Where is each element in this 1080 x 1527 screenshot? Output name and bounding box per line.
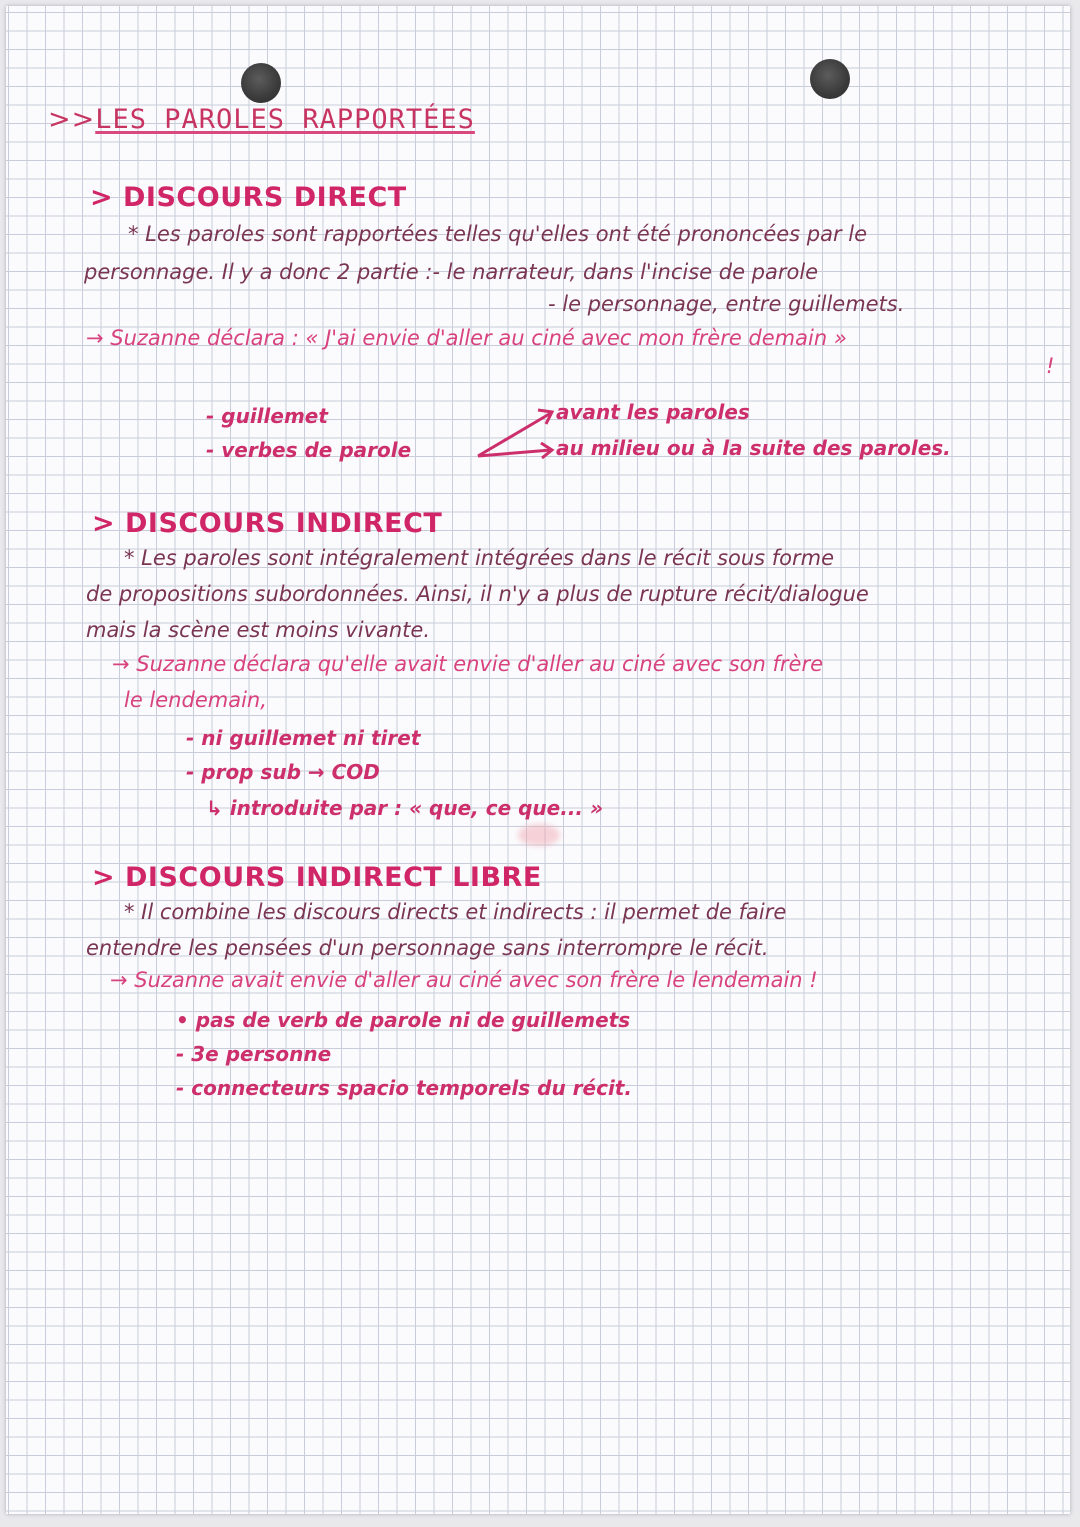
direct-line-2: personnage. Il y a donc 2 partie :- le narrateur, dans l'incise de parole <box>84 260 819 284</box>
heading-discours-indirect-libre: > DISCOURS INDIRECT LIBRE <box>92 862 542 893</box>
direct-branch-arrows <box>6 6 1070 1514</box>
title-marker: >> <box>48 104 96 135</box>
direct-arrow-label-1: avant les paroles <box>556 400 750 424</box>
direct-line-3: - le personnage, entre guillemets. <box>548 292 905 316</box>
indirect-example-2: le lendemain, <box>124 688 267 712</box>
libre-example: → Suzanne avait envie d'aller au ciné avec son frère le lendemain ! <box>110 968 818 992</box>
indirect-line-3: mais la scène est moins vivante. <box>86 618 430 642</box>
libre-line-1: * Il combine les discours directs et indirects : il permet de faire <box>124 900 787 924</box>
notebook-sheet <box>6 6 1070 1514</box>
ink-smudge <box>518 824 560 846</box>
libre-point-1: • pas de verb de parole ni de guillemets <box>176 1008 631 1032</box>
indirect-line-2: de propositions subordonnées. Ainsi, il n'y a plus de rupture récit/dialogue <box>86 582 869 606</box>
heading-discours-indirect: > DISCOURS INDIRECT <box>92 508 443 539</box>
libre-point-2: - 3e personne <box>176 1042 332 1066</box>
libre-line-2: entendre les pensées d'un personnage sans interrompre le récit. <box>86 936 769 960</box>
direct-arrow-label-2: au milieu ou à la suite des paroles. <box>556 436 951 460</box>
heading-discours-direct: > DISCOURS DIRECT <box>90 182 407 213</box>
indirect-example-1: → Suzanne déclara qu'elle avait envie d'aller au ciné avec son frère <box>112 652 824 676</box>
direct-point-2: - verbes de parole <box>206 438 412 462</box>
direct-example: → Suzanne déclara : « J'ai envie d'aller au ciné avec mon frère demain » <box>86 326 847 350</box>
direct-exclamation: ! <box>1046 354 1055 378</box>
indirect-point-1: - ni guillemet ni tiret <box>186 726 421 750</box>
indirect-point-2: - prop sub → COD <box>186 760 380 784</box>
title-text: LES PAROLES RAPPORTÉES <box>95 104 475 135</box>
libre-point-3: - connecteurs spacio temporels du récit. <box>176 1076 632 1100</box>
direct-line-1: * Les paroles sont rapportées telles qu'elles ont été prononcées par le <box>128 222 868 246</box>
indirect-line-1: * Les paroles sont intégralement intégrées dans le récit sous forme <box>124 546 835 570</box>
indirect-point-3: ↳ introduite par : « que, ce que... » <box>206 796 603 820</box>
direct-point-1: - guillemet <box>206 404 328 428</box>
